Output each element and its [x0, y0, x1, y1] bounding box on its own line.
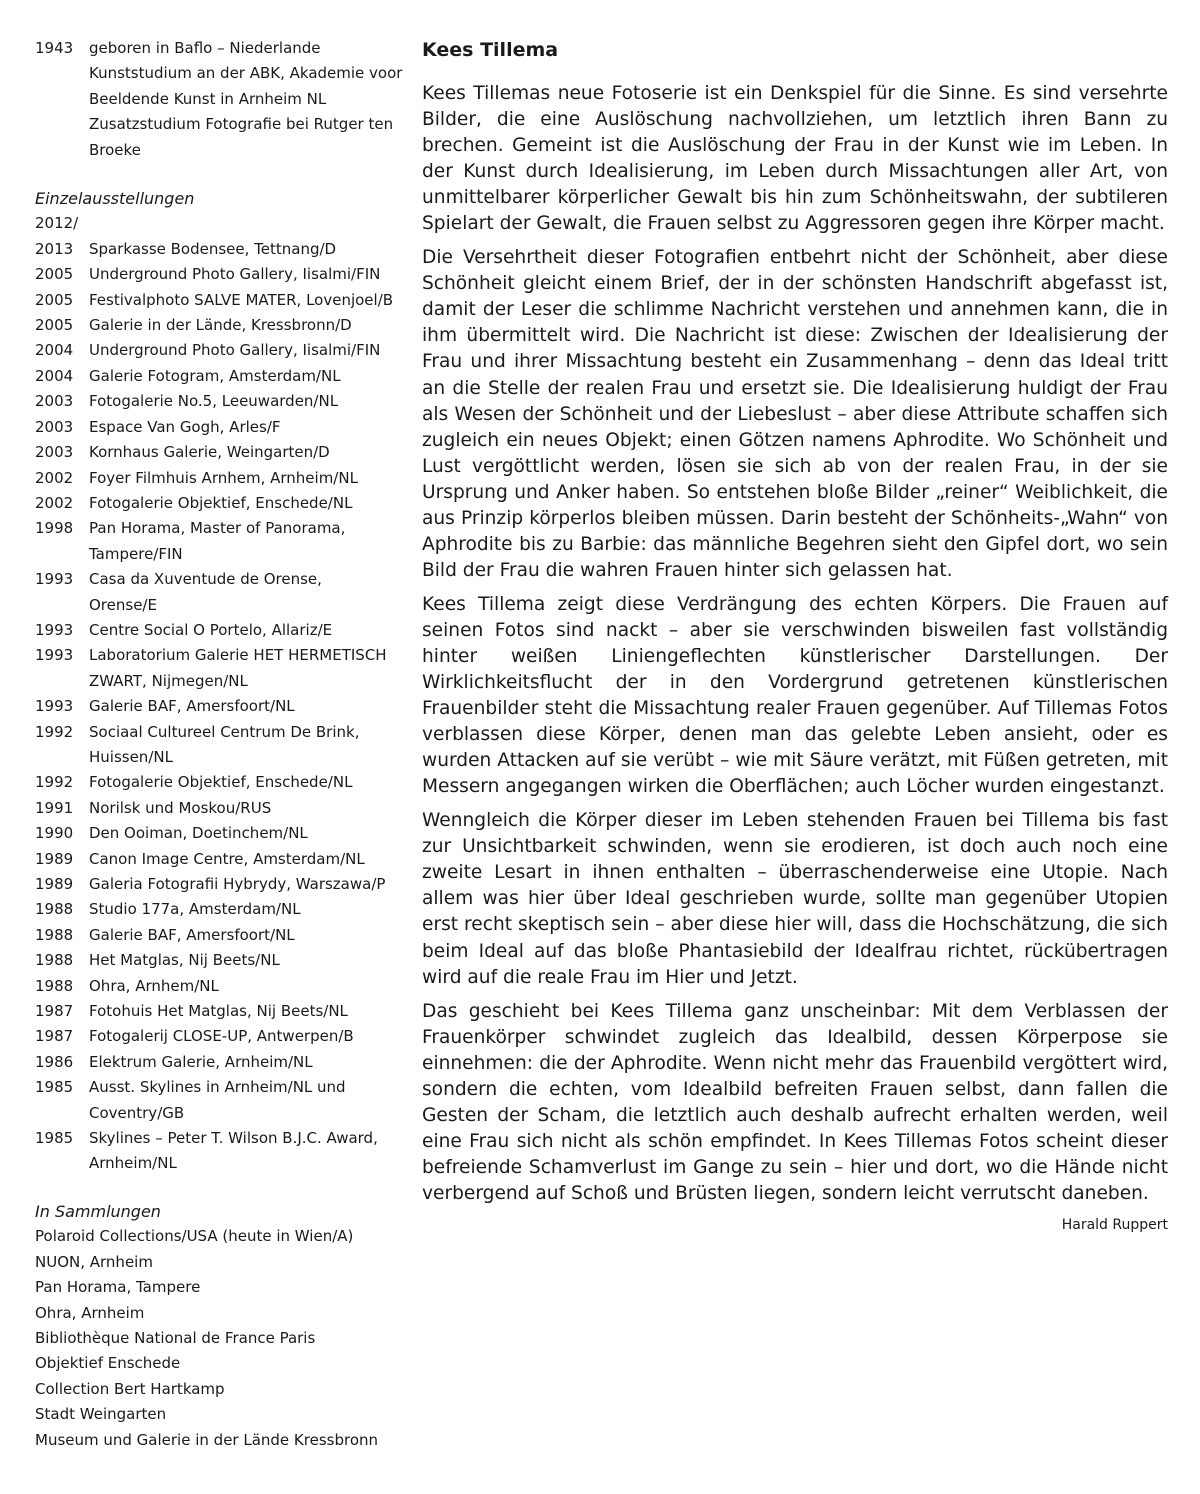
year: 1986: [35, 1052, 74, 1071]
article-body: [422, 81, 1168, 1207]
exhibition-entry: [35, 770, 410, 795]
exhibition-entry: [35, 262, 410, 287]
entry-text: Underground Photo Gallery, Iisalmi/FIN: [89, 265, 381, 284]
year: 1943: [35, 39, 74, 57]
author-name: Harald Ruppert: [1061, 1216, 1168, 1233]
entry-text: Galeria Fotografii Hybrydy, Warszawa/P: [89, 875, 386, 893]
year: 2003: [35, 392, 74, 411]
exhibition-entry: [35, 313, 410, 338]
exhibition-entry: [35, 1075, 410, 1126]
collection-item: Stadt Weingarten: [35, 1405, 167, 1424]
entry-text: Studio 177a, Amsterdam/NL: [89, 900, 301, 919]
exhibition-entry: [35, 1126, 410, 1177]
exhibition-entry: [35, 643, 410, 694]
collection-item: Museum und Galerie in der Lände Kressbronn: [35, 1430, 379, 1449]
year: 2002: [35, 493, 74, 512]
exhibition-entry: [35, 923, 410, 948]
entry-text: Fotohuis Het Matglas, Nij Beets/NL: [89, 1002, 348, 1021]
exhibition-entry: [35, 389, 410, 414]
year: 1998: [35, 519, 74, 538]
bio-entry: [35, 36, 410, 163]
exhibition-entry: [35, 1050, 410, 1075]
entry-text: geboren in Baflo – Niederlande Kunststudium an der ABK, Akademie voor Beeldende Kunst in Arnheim NL Zusatzstudium Fotografie bei Rutger ten Broeke: [89, 39, 403, 159]
exhibition-entry: [35, 491, 410, 516]
year: 2004: [35, 366, 74, 385]
exhibition-entry: [35, 948, 410, 973]
exhibition-entry: [35, 516, 410, 567]
exhibition-entry: [35, 796, 410, 821]
article: [422, 36, 1168, 1235]
exhibition-entry: [35, 364, 410, 389]
exhibition-entry: [35, 237, 410, 262]
entry-text: Sparkasse Bodensee, Tettnang/D: [89, 239, 337, 258]
year: 2005: [35, 290, 74, 309]
year: 2003: [35, 443, 74, 462]
collection-item: Objektief Enschede: [35, 1354, 181, 1373]
spacer: [35, 1177, 410, 1199]
year: 1992: [35, 773, 74, 792]
year: 2003: [35, 417, 74, 436]
year: 1993: [35, 570, 74, 589]
year: 1989: [35, 875, 74, 893]
article-paragraph: Die Versehrtheit dieser Fotografien entbehrt nicht der Schönheit, aber diese Schönheit gleicht einem Brief, der in der schönsten Handschrift abgefasst ist, damit der Leser die schlimme Nachricht verstehen und annehmen kann, die in ihm übermittelt wird. Die Nachricht ist diese: Zwischen der Idealisierung der Frau und ihrer Missachtung besteht ein Zusammenhang – denn das Ideal tritt an die Stelle der realen Frau und ersetzt sie. Die Idealisierung huldigt der Frau als Wesen der Schönheit und der Liebeslust – aber diese Attribute schaffen sich zugleich ein neues Objekt; einen Götzen namens Aphrodite. Wo Schönheit und Lust vergöttlicht werden, lösen sie sich ab von der realen Frau, in der sie Ursprung und Anker haben. So entstehen bloße Bilder „reiner“ Weiblichkeit, die aus Prinzip körperlos bleiben müssen. Darin besteht der Schönheits-„Wahn“ von Aphrodite bis zu Barbie: das männliche Begehren sieht den Gipfel dort, wo sein Bild der Frau die wahren Frauen hinter sich gelassen hat.: [422, 247, 1168, 581]
year: 1993: [35, 620, 74, 639]
entry-text: Laboratorium Galerie HET HERMETISCH ZWART, Nijmegen/NL: [89, 646, 387, 690]
year: 1987: [35, 1027, 74, 1046]
collections-list: [35, 1224, 410, 1453]
entry-text: Het Matglas, Nij Beets/NL: [89, 951, 280, 970]
exhibition-entry: [35, 897, 410, 922]
entry-text: Fotogalerie Objektief, Enschede/NL: [89, 493, 353, 512]
exhibition-entry: [35, 567, 410, 618]
entry-text: Sociaal Cultureel Centrum De Brink, Huissen/NL: [89, 722, 360, 766]
exhibition-entry: [35, 415, 410, 440]
year: 1988: [35, 925, 74, 944]
entry-text: Galerie in der Lände, Kressbronn/D: [89, 316, 352, 335]
year: 1985: [35, 1129, 74, 1148]
year: 1991: [35, 798, 74, 817]
entry-text: Canon Image Centre, Amsterdam/NL: [89, 849, 365, 868]
exhibition-entry: [35, 974, 410, 999]
entry-text: Elektrum Galerie, Arnheim/NL: [89, 1052, 313, 1071]
entry-text: Fotogalerie Objektief, Enschede/NL: [89, 773, 353, 792]
article-paragraph: Kees Tillemas neue Fotoserie ist ein Denkspiel für die Sinne. Es sind versehrte Bilder, die eine Auslöschung nachvollziehen, um letztlich ihren Bann zu brechen. Gemeint ist die Auslöschung der Frau in der Kunst wie im Leben. In der Kunst durch Idealisierung, im Leben durch Missachtungen aller Art, von unmittelbarer körperlicher Gewalt bis hin zum Schönheitswahn, der subtileren Spielart der Gewalt, die Frauen selbst zu Aggressoren gegen ihre Körper macht.: [422, 83, 1168, 235]
entry-text: Underground Photo Gallery, Iisalmi/FIN: [89, 341, 381, 360]
year: 1993: [35, 697, 74, 716]
year: 1993: [35, 646, 74, 665]
entry-text: Skylines – Peter T. Wilson B.J.C. Award, Arnheim/NL: [89, 1129, 378, 1173]
exhibition-entry: [35, 1024, 410, 1049]
exhibition-entry: [35, 618, 410, 643]
entry-text: Fotogalerij CLOSE-UP, Antwerpen/B: [89, 1027, 354, 1046]
collections-heading: In Sammlungen: [35, 1201, 161, 1221]
entry-text: Pan Horama, Master of Panorama, Tampere/FIN: [89, 519, 346, 563]
entry-text: Casa da Xuventude de Orense, Orense/E: [89, 570, 322, 614]
collection-item: Ohra, Arnheim: [35, 1303, 145, 1322]
entry-text: Ausst. Skylines in Arnheim/NL und Coventry/GB: [89, 1078, 346, 1122]
exhibition-entry: [35, 288, 410, 313]
collection-item: Collection Bert Hartkamp: [35, 1379, 225, 1398]
collection-item: NUON, Arnheim: [35, 1252, 153, 1271]
year: 1990: [35, 824, 74, 843]
exhibition-entry: [35, 847, 410, 872]
year: 1985: [35, 1078, 74, 1097]
year: 2002: [35, 468, 74, 487]
spacer: [35, 163, 410, 186]
article-title: Kees Tillema: [422, 39, 559, 61]
entry-text: Fotogalerie No.5, Leeuwarden/NL: [89, 392, 339, 411]
entry-text: Norilsk und Moskou/RUS: [89, 798, 272, 817]
entry-text: Espace Van Gogh, Arles/F: [89, 417, 281, 436]
entry-text: [89, 211, 410, 236]
biography: [35, 36, 410, 163]
year: 2013: [35, 239, 74, 258]
entry-text: Festivalphoto SALVE MATER, Lovenjoel/B: [89, 290, 394, 309]
exhibition-entry: [35, 872, 410, 897]
solo-exhibitions-heading: Einzelausstellungen: [35, 189, 195, 209]
collection-item: Bibliothèque National de France Paris: [35, 1328, 316, 1347]
article-paragraph: Kees Tillema zeigt diese Verdrängung des echten Körpers. Die Frauen auf seinen Fotos sind nackt – aber sie verschwinden bisweilen fast vollständig hinter weißen Liniengeflechten künstlerischer Darstellungen. Der Wirklichkeitsflucht der in den Vordergrund getretenen künstlerischen Frauenbilder steht die Missachtung realer Frauen gegenüber. Auf Tillemas Fotos verblassen diese Körper, denen man das gelebte Leben ansieht, oder es wurden Attacken auf sie verübt – wie mit Säure verätzt, mit Füßen getreten, mit Messern angegangen wirken die Oberflächen; auch Löcher wurden eingestanzt.: [422, 593, 1168, 798]
year: 1992: [35, 722, 74, 741]
article-paragraph: Das geschieht bei Kees Tillema ganz unscheinbar: Mit dem Verblassen der Frauenkörper schwindet zugleich das Idealbild, dessen Körperpose sie einnehmen: die der Aphrodite. Wenn nicht mehr das Frauenbild vergöttert wird, sondern die echten, vom Idealbild befreiten Frauen selbst, dann fallen die Gesten der Scham, die letztlich auch deshalb aufrecht erhalten werden, weil eine Frau sich nicht als schön empfindet. In Kees Tillemas Fotos scheint dieser befreiende Schamverlust im Gange zu sein – hier und dort, wo die Hände nicht verbergend auf Schoß und Brüsten liegen, sondern leicht verrutscht daneben.: [422, 1000, 1168, 1204]
exhibition-entry: [35, 694, 410, 719]
year: 1987: [35, 1002, 74, 1021]
year: 2012/: [35, 214, 79, 233]
entry-text: Centre Social O Portelo, Allariz/E: [89, 620, 333, 639]
exhibition-entry: [35, 821, 410, 846]
exhibition-entry: [35, 999, 410, 1024]
solo-exhibitions-list: [35, 211, 410, 1176]
year: 2005: [35, 265, 74, 284]
exhibition-entry: [35, 440, 410, 465]
left-column: [35, 36, 410, 1453]
year: 1988: [35, 900, 74, 919]
collection-item: Pan Horama, Tampere: [35, 1278, 201, 1297]
year: 1988: [35, 976, 74, 995]
entry-text: Galerie Fotogram, Amsterdam/NL: [89, 366, 341, 385]
year: 2004: [35, 341, 74, 360]
exhibition-entry: [35, 466, 410, 491]
exhibition-entry: [35, 211, 410, 236]
entry-text: Ohra, Arnhem/NL: [89, 976, 219, 995]
exhibition-entry: [35, 338, 410, 363]
year: 2005: [35, 316, 74, 335]
entry-text: Kornhaus Galerie, Weingarten/D: [89, 443, 330, 462]
entry-text: Den Ooiman, Doetinchem/NL: [89, 824, 308, 843]
article-paragraph: Wenngleich die Körper dieser im Leben stehenden Frauen bei Tillema bis fast zur Unsichtbarkeit schwinden, wenn sie erodieren, ist doch auch noch eine zweite Lesart in ihnen enthalten – überraschenderweise eine Utopie. Nach allem was hier über Ideal geschrieben wurde, sollte man gegenüber Utopien erst recht skeptisch sein – aber diese hier will, dass die Hochschätzung, die sich beim Ideal auf das bloße Phantasiebild der Idealfrau richtet, rückübertragen wird auf die reale Frau im Hier und Jetzt.: [422, 810, 1168, 988]
year: 1989: [35, 849, 74, 868]
collection-item: Polaroid Collections/USA (heute in Wien/A): [35, 1227, 354, 1246]
entry-text: Foyer Filmhuis Arnhem, Arnheim/NL: [89, 468, 358, 487]
entry-text: Galerie BAF, Amersfoort/NL: [89, 925, 295, 944]
entry-text: Galerie BAF, Amersfoort/NL: [89, 697, 295, 716]
year: 1988: [35, 951, 74, 970]
exhibition-entry: [35, 720, 410, 771]
